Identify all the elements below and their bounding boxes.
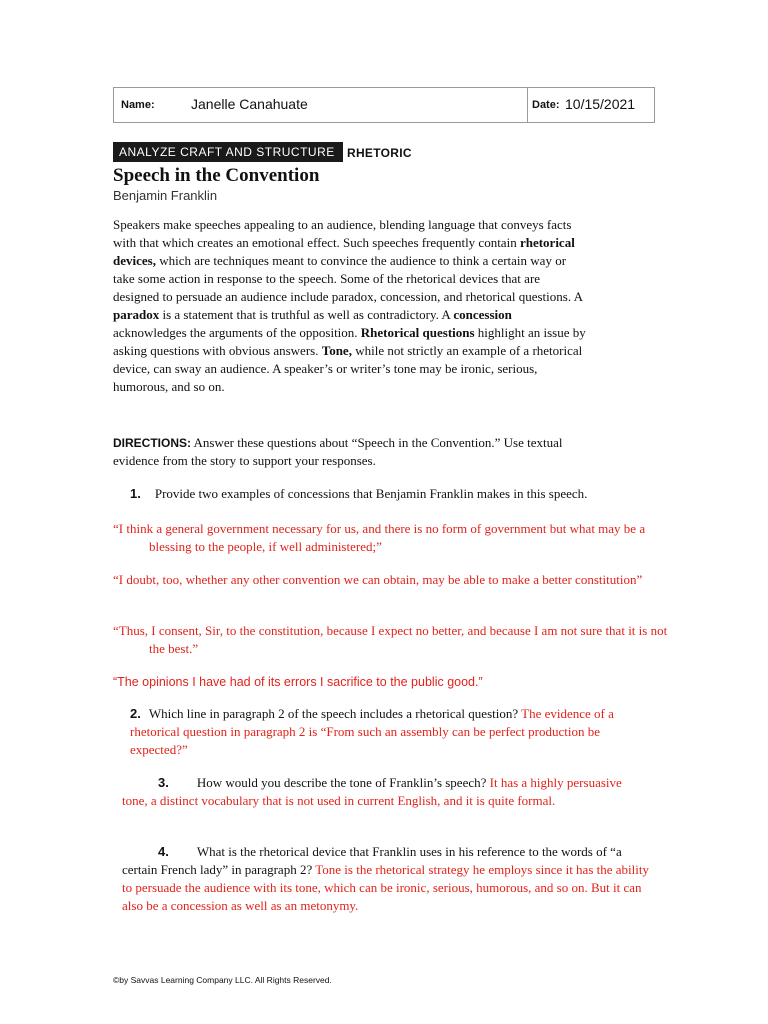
section-banner: ANALYZE CRAFT AND STRUCTURE	[113, 142, 343, 162]
term-rhetorical-questions: Rhetorical questions	[360, 325, 475, 340]
intro-paragraph	[113, 216, 588, 396]
intro-text: highlight an issue by asking questions with obvious answers.	[113, 325, 586, 358]
name-label: Name:	[121, 99, 155, 111]
name-value: Janelle Canahuate	[191, 96, 308, 112]
question-2	[130, 705, 635, 759]
intro-text: acknowledges the arguments of the opposition.	[113, 325, 361, 340]
question-number: 1.	[130, 486, 141, 501]
banner-tag: RHETORIC	[347, 146, 412, 160]
term-paradox: paradox	[113, 307, 160, 322]
copyright-footer: ©by Savvas Learning Company LLC. All Rights Reserved.	[113, 975, 332, 985]
question-text: What is the rhetorical device that Franklin uses in his reference to the words of “a certain French lady” in paragraph 2?	[122, 844, 622, 877]
question-number: 4.	[158, 844, 169, 859]
answer-1b: “I doubt, too, whether any other convention we can obtain, may be able to make a better constitution”	[113, 572, 643, 587]
question-3	[122, 774, 642, 810]
answer-1d: “The opinions I have had of its errors I sacrifice to the public good.”	[113, 675, 483, 689]
intro-text: while not strictly an example of a rhetorical device, can sway an audience. A speaker’s or writer’s tone may be ironic, serious, humorous, and so on.	[113, 343, 583, 394]
answer-3: It has a highly persuasive tone, a distinct vocabulary that is not used in current English, and it is quite formal.	[122, 775, 622, 808]
term-tone: Tone,	[321, 343, 352, 358]
answer-2: The evidence of a rhetorical question in paragraph 2 is “From such an assembly can be perfect production be expected?”	[130, 706, 614, 757]
answer-1c: “Thus, I consent, Sir, to the constitution, because I expect no better, and because I am not sure that it is not the best.”	[113, 623, 668, 656]
author: Benjamin Franklin	[113, 188, 218, 203]
intro-text: Speakers make speeches appealing to an audience, blending language that conveys facts with that which creates an emotional effect. Such speeches frequently contain	[113, 217, 572, 250]
term-concession: concession	[453, 307, 512, 322]
directions-text: Answer these questions about “Speech in the Convention.” Use textual evidence from the story to support your responses.	[113, 435, 563, 468]
question-1	[130, 486, 690, 502]
answer-1a: “I think a general government necessary for us, and there is no form of government but what may be a blessing to the people, if well administered;”	[113, 521, 646, 554]
term-rhetorical-devices: rhetorical devices,	[113, 235, 575, 268]
intro-text: is a statement that is truthful as well as contradictory. A	[159, 307, 454, 322]
date-value: 10/15/2021	[565, 96, 636, 112]
directions	[113, 434, 583, 470]
date-label: Date:	[532, 99, 560, 111]
question-text: Provide two examples of concessions that Benjamin Franklin makes in this speech.	[154, 486, 588, 501]
banner-arrow-icon	[336, 142, 343, 162]
question-number: 3.	[158, 775, 169, 790]
question-text: How would you describe the tone of Franklin’s speech?	[196, 775, 490, 790]
page-title: Speech in the Convention	[113, 165, 320, 186]
intro-text: which are techniques meant to convince the audience to think a certain way or take some action in response to the speech. Some of the rhetorical devices that are designed to persuade an audience include paradox, concession, and rhetorical questions. A	[113, 253, 583, 304]
question-number: 2.	[130, 706, 141, 721]
question-text: Which line in paragraph 2 of the speech includes a rhetorical question?	[148, 706, 522, 721]
directions-label: DIRECTIONS:	[113, 436, 191, 450]
answer-4: Tone is the rhetorical strategy he employs since it has the ability to persuade the audience with its tone, which can be ironic, serious, humorous, and so on. But it can also be a concession as well as an metonymy.	[122, 862, 649, 913]
question-4	[122, 843, 657, 915]
header-table	[113, 87, 655, 123]
header-divider	[527, 88, 528, 122]
